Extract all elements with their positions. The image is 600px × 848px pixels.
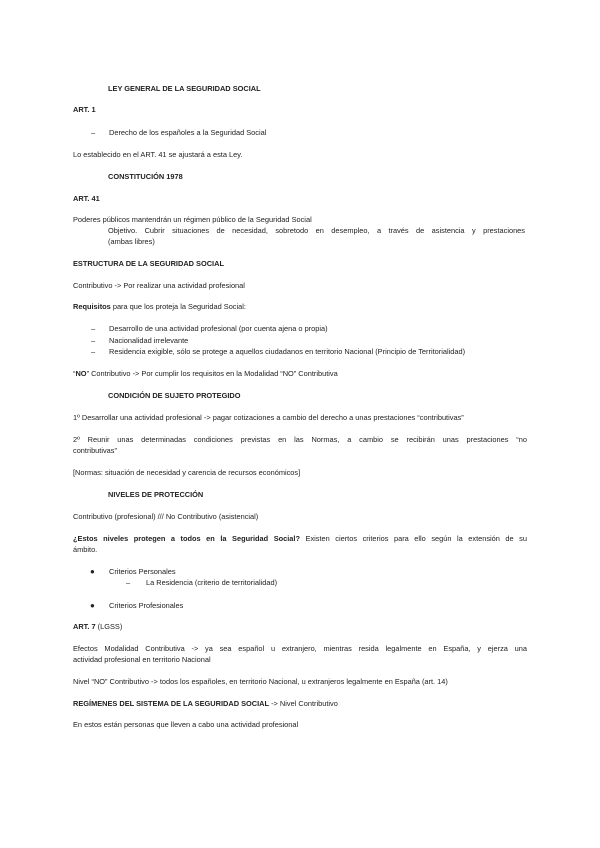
paragraph-no-contributivo bbox=[73, 369, 338, 378]
list-item-text: Nacionalidad irrelevante bbox=[109, 336, 189, 345]
estos-niveles-question: ¿Estos niveles protegen a todos en la Seguridad Social? bbox=[73, 534, 300, 543]
estos-niveles-text bbox=[73, 534, 527, 543]
paragraph-ultima: En estos están personas que lleven a cabo una actividad profesional bbox=[73, 720, 299, 729]
requisitos-label: Requisitos bbox=[73, 302, 111, 311]
dash-marker: – bbox=[91, 324, 96, 333]
heading-niveles: NIVELES DE PROTECCIÓN bbox=[108, 490, 204, 499]
dash-marker: – bbox=[91, 128, 96, 137]
bullet-marker: ● bbox=[90, 601, 95, 610]
paragraph-condicion-1: 1º Desarrollar una actividad profesional -> pagar cotizaciones a cambio del derecho a unas prestaciones “contributivas” bbox=[73, 413, 464, 422]
regimenes-heading: REGÍMENES DEL SISTEMA DE LA SEGURIDAD SOCIAL bbox=[73, 699, 270, 708]
estos-niveles-rest: Existen ciertos criterios para ello según la extensión de su bbox=[299, 534, 527, 543]
heading-art-41: ART. 41 bbox=[73, 194, 100, 203]
paragraph-estos-niveles bbox=[73, 534, 527, 543]
paragraph-objetivo-line1 bbox=[108, 226, 525, 235]
art7-source: (LGSS) bbox=[95, 622, 123, 631]
objetivo-text: Objetivo. Cubrir situaciones de necesidad, sobretodo en desempleo, a través de asistencia y prestaciones bbox=[108, 226, 525, 235]
paragraph-condicion-2-line2: contributivas” bbox=[73, 446, 117, 455]
heading-art-1: ART. 1 bbox=[73, 105, 96, 114]
paragraph-nivel-no: Nivel “NO” Contributivo -> todos los españoles, en territorio Nacional, u extranjeros legalmente en España (art. 14) bbox=[73, 677, 448, 686]
list-item-text: La Residencia (criterio de territorialidad) bbox=[146, 578, 278, 587]
heading-condicion: CONDICIÓN DE SUJETO PROTEGIDO bbox=[108, 391, 241, 400]
condicion-2-text: 2º Reunir unas determinadas condiciones previstas en las Normas, a cambio se recibirán unas prestaciones “no bbox=[73, 435, 527, 444]
regimenes-rest: -> Nivel Contributivo bbox=[269, 699, 338, 708]
list-item-text: Criterios Profesionales bbox=[109, 601, 184, 610]
paragraph-poderes: Poderes públicos mantendrán un régimen público de la Seguridad Social bbox=[73, 215, 312, 224]
paragraph-objetivo-line2: (ambas libres) bbox=[108, 237, 155, 246]
paragraph-efectos-line1 bbox=[73, 644, 527, 653]
heading-art-7 bbox=[73, 622, 122, 631]
list-item-text: Derecho de los españoles a la Seguridad Social bbox=[109, 128, 267, 137]
list-item-text: Criterios Personales bbox=[109, 567, 176, 576]
heading-constitucion: CONSTITUCIÓN 1978 bbox=[108, 172, 183, 181]
paragraph-condicion-2-line1 bbox=[73, 435, 527, 444]
paragraph-regimenes bbox=[73, 699, 338, 708]
quote-open: “ bbox=[73, 369, 76, 378]
art41-note: Lo establecido en el ART. 41 se ajustará a esta Ley. bbox=[73, 150, 243, 159]
no-contributivo-text: ” Contributivo -> Por cumplir los requisitos en la Modalidad “NO” Contributiva bbox=[86, 369, 338, 378]
list-item-text: Desarrollo de una actividad profesional (por cuenta ajena o propia) bbox=[109, 324, 328, 333]
paragraph-efectos-line2: actividad profesional en territorio Nacional bbox=[73, 655, 211, 664]
list-item-text: Residencia exigible, sólo se protege a aquellos ciudadanos en territorio Nacional (Principio de Territorialidad) bbox=[109, 347, 466, 356]
paragraph-estos-niveles-line2: ámbito. bbox=[73, 545, 98, 554]
dash-marker: – bbox=[91, 347, 96, 356]
paragraph-normas: [Normas: situación de necesidad y carencia de recursos económicos] bbox=[73, 468, 301, 477]
heading-estructura: ESTRUCTURA DE LA SEGURIDAD SOCIAL bbox=[73, 259, 224, 268]
dash-marker: – bbox=[126, 578, 131, 587]
no-label: NO bbox=[75, 369, 87, 378]
paragraph-requisitos bbox=[73, 302, 246, 311]
paragraph-niveles: Contributivo (profesional) /// No Contributivo (asistencial) bbox=[73, 512, 259, 521]
art7-label: ART. 7 bbox=[73, 622, 96, 631]
heading-ley-general: LEY GENERAL DE LA SEGURIDAD SOCIAL bbox=[108, 84, 261, 93]
dash-marker: – bbox=[91, 336, 96, 345]
bullet-marker: ● bbox=[90, 567, 95, 576]
requisitos-text: para que los proteja la Seguridad Social: bbox=[110, 302, 246, 311]
paragraph-contributivo: Contributivo -> Por realizar una actividad profesional bbox=[73, 281, 245, 290]
efectos-text: Efectos Modalidad Contributiva -> ya sea español u extranjero, mientras resida legalmente en España, y ejerza una bbox=[73, 644, 527, 653]
